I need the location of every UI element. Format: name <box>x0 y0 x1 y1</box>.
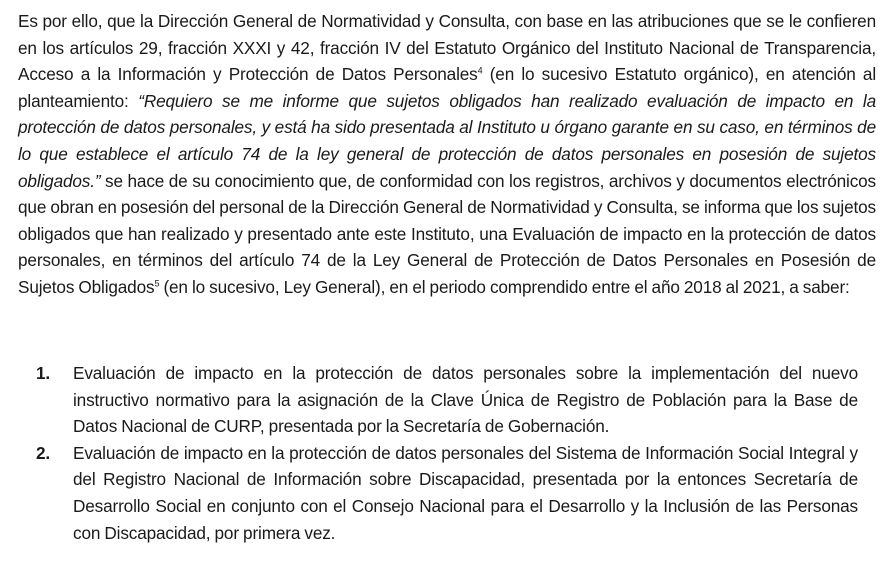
paragraph-text-3: se hace de su conocimiento que, de conformidad con los registros, archivos y documentos electrónicos que obran en posesión del personal de la Dirección General de Normatividad y Consulta, se informa que los sujetos obligados que han realizado y presentado ante este Instituto, una Evaluación de impacto en la protección de datos personales, en términos del artículo 74 de la Ley General de Protección de Datos Personales en Posesión de Sujetos Obligados <box>18 170 876 297</box>
evaluations-list <box>36 360 858 546</box>
list-item-number: 2. <box>36 442 51 463</box>
paragraph-text-1: Es por ello, que la Dirección General de Normatividad y Consulta, con base en las atribuciones que se le confieren en los artículos 29, fracción XXXI y 42, fracción IV del Estatuto Orgánico del Instituto Nacional de Transparencia, Acceso a la Información y Protección de Datos Personales <box>18 11 876 85</box>
body-paragraph <box>18 8 876 301</box>
list-item <box>36 440 858 546</box>
quoted-request: “Requiero se me informe que sujetos obligados han realizado evaluación de impacto en la protección de datos personales, y está ha sido presentada al Instituto u órgano garante en su caso, en términos de lo que establece el artículo 74 de la ley general de protección de datos personales en posesión de sujetos obligados.” <box>18 90 876 191</box>
list-item-text: Evaluación de impacto en la protección de datos personales sobre la implementación del nuevo instructivo normativo para la asignación de la Clave Única de Registro de Población para la Base de Datos Nacional de CURP, presentada por la Secretaría de Gobernación. <box>73 363 858 437</box>
list-item-text: Evaluación de impacto en la protección de datos personales del Sistema de Información Social Integral y del Registro Nacional de Información sobre Discapacidad, presentada por la entonces Secretaría de Desarrollo Social en conjunto con el Consejo Nacional para el Desarrollo y la Inclusión de las Personas con Discapacidad, por primera vez. <box>73 442 858 543</box>
list-item-number: 1. <box>36 363 51 383</box>
paragraph-text-4: (en lo sucesivo, Ley General), en el periodo comprendido entre el año 2018 al 2021, a saber: <box>159 276 850 297</box>
paragraph-text-2: (en lo sucesivo Estatuto orgánico), en atención al planteamiento: <box>18 64 877 111</box>
footnote-ref-5[interactable]: 5 <box>154 278 160 289</box>
document-page <box>18 8 876 301</box>
footnote-ref-4[interactable]: 4 <box>477 65 483 76</box>
list-item <box>36 360 858 440</box>
